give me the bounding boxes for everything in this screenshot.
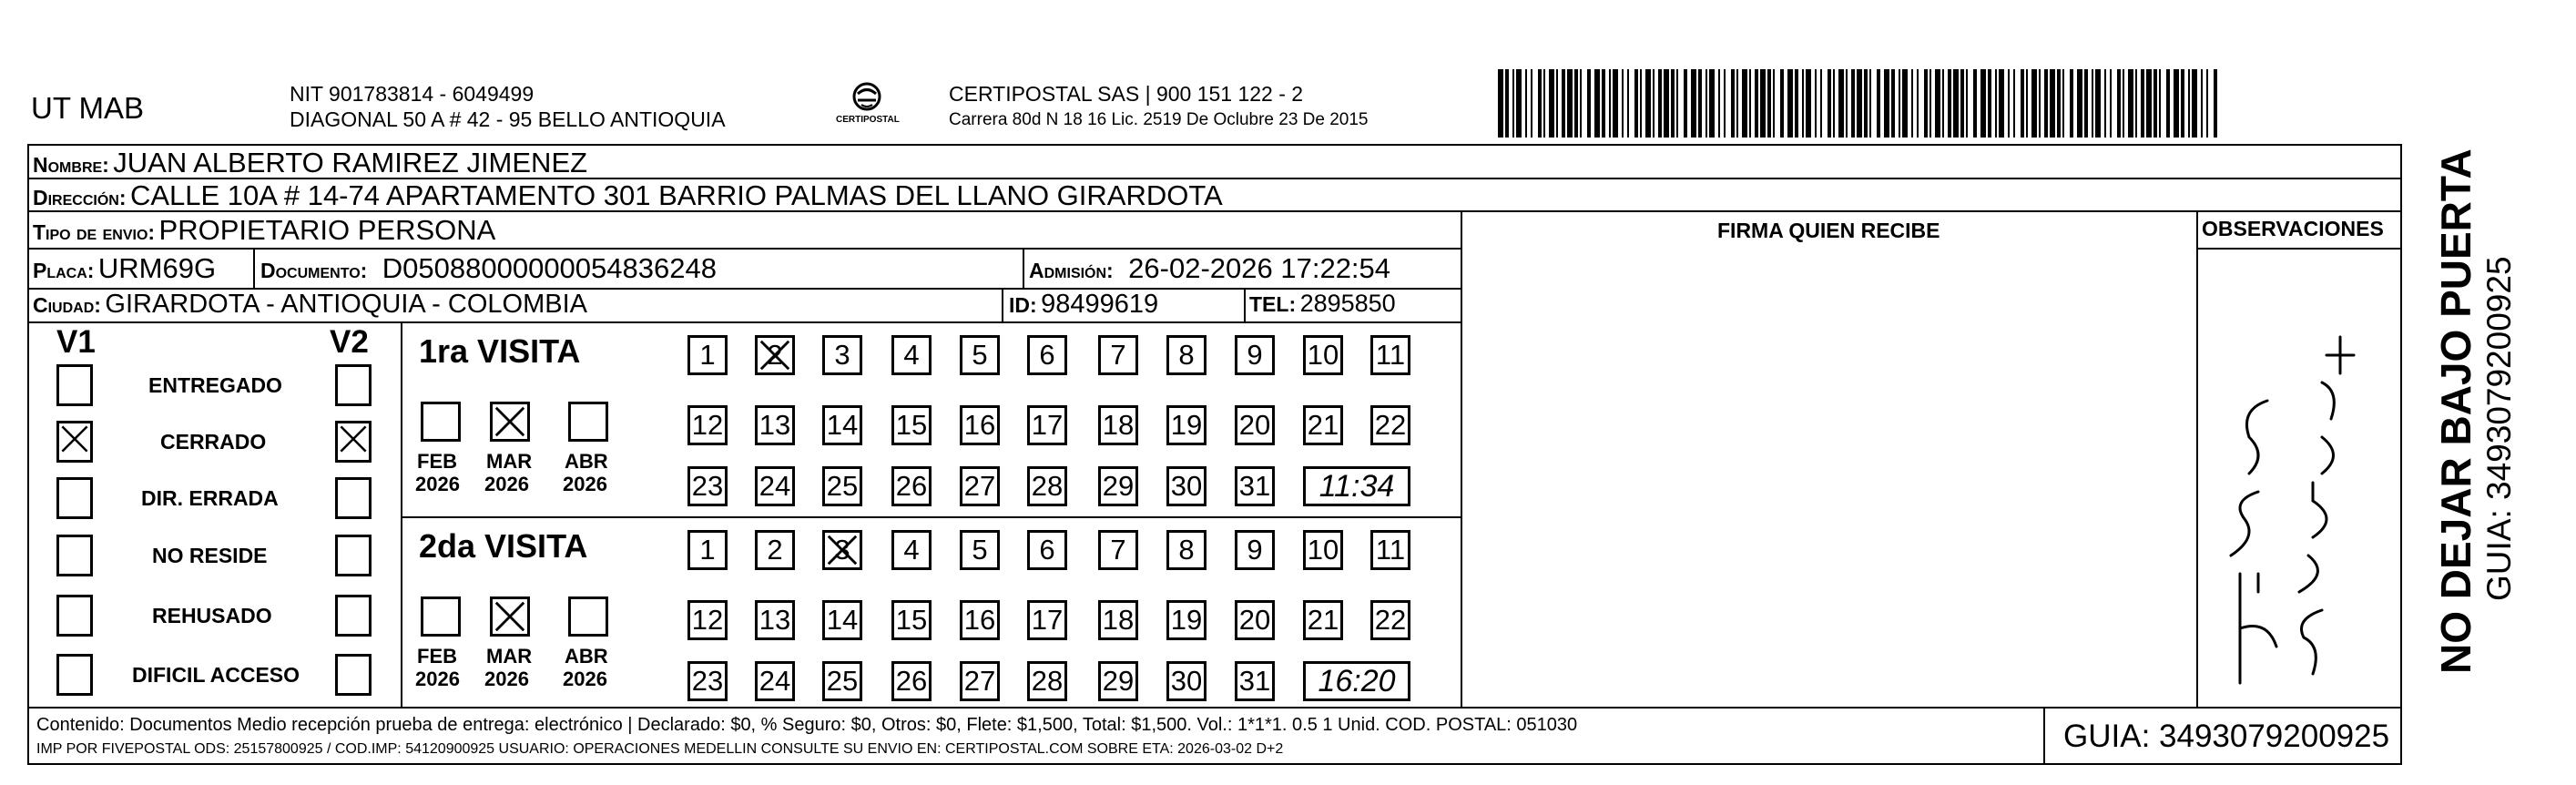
day-box[interactable]: 9 (1235, 335, 1275, 375)
placa-label: Placa: (33, 259, 95, 282)
nombre-label: Nombre: (33, 153, 109, 177)
day-box[interactable]: 13 (755, 600, 795, 640)
day-box[interactable]: 28 (1027, 661, 1067, 701)
day-box[interactable]: 20 (1235, 600, 1275, 640)
day-box[interactable]: 7 (1098, 335, 1138, 375)
day-box[interactable]: 26 (891, 661, 932, 701)
firma-label: FIRMA QUIEN RECIBE (1717, 219, 1940, 242)
v2-label: V2 (330, 324, 369, 360)
day-box[interactable]: 6 (1027, 530, 1067, 570)
nit-line: NIT 901783814 - 6049499 (290, 82, 535, 106)
barcode (1498, 69, 2221, 138)
v2-checkbox[interactable] (335, 477, 372, 519)
day-box[interactable]: 31 (1235, 661, 1275, 701)
tel-row (1249, 291, 1396, 316)
month-year: 2026 (563, 668, 607, 690)
status-label: DIFICIL ACCESO (132, 663, 300, 687)
month-label: MAR (486, 450, 533, 473)
day-box[interactable]: 22 (1370, 405, 1410, 445)
documento-label: Documento: (260, 259, 368, 282)
month-checkbox[interactable] (568, 402, 608, 442)
admision-label: Admisión: (1029, 259, 1114, 282)
month-year: 2026 (415, 473, 460, 495)
admision-value: 26-02-2026 17:22:54 (1128, 252, 1391, 284)
v1-checkbox[interactable] (56, 595, 93, 637)
day-box[interactable]: 11 (1370, 530, 1410, 570)
visit-time[interactable]: 16:20 (1303, 661, 1410, 701)
ciudad-row (33, 291, 587, 318)
month-checkbox[interactable] (490, 402, 530, 442)
v2-checkbox[interactable] (335, 421, 372, 463)
status-label: ENTREGADO (148, 373, 282, 397)
carrier-line: CERTIPOSTAL SAS | 900 151 122 - 2 (949, 82, 1304, 106)
month-checkbox[interactable] (421, 596, 461, 637)
day-box[interactable]: 5 (960, 335, 1000, 375)
day-box[interactable]: 18 (1098, 600, 1138, 640)
day-box[interactable]: 14 (822, 405, 862, 445)
day-box[interactable]: 12 (687, 600, 728, 640)
day-box[interactable]: 4 (891, 335, 932, 375)
tel-label: TEL: (1249, 292, 1297, 316)
v1-checkbox[interactable] (56, 535, 93, 576)
month-year: 2026 (415, 668, 460, 690)
day-box[interactable]: 14 (822, 600, 862, 640)
visit-title: 2da VISITA (419, 527, 588, 565)
month-label: FEB (417, 645, 457, 668)
day-box[interactable]: 10 (1303, 530, 1343, 570)
admision-row (1029, 254, 1390, 282)
month-label: ABR (565, 450, 608, 473)
imp-text: IMP POR FIVEPOSTAL ODS: 25157800925 / COD.IMP: 54120900925 USUARIO: OPERACIONES MEDELLIN CONSULTE SU ENVIO EN: CERTIPOSTAL.COM SOBRE ETA: 2026-03-02 D+2 (36, 741, 1284, 757)
id-row (1009, 291, 1158, 318)
status-label: REHUSADO (152, 604, 272, 627)
day-box[interactable]: 23 (687, 661, 728, 701)
month-checkbox[interactable] (490, 596, 530, 637)
day-box[interactable]: 2 (755, 335, 795, 375)
day-box[interactable]: 26 (891, 466, 932, 506)
direccion-row (33, 181, 1223, 209)
tipo-label: Tipo de envio: (33, 220, 156, 244)
nombre-value: JUAN ALBERTO RAMIREZ JIMENEZ (113, 147, 588, 178)
day-box[interactable]: 8 (1166, 530, 1207, 570)
day-box[interactable]: 2 (755, 530, 795, 570)
contenido-text: Contenido: Documentos Medio recepción prueba de entrega: electrónico | Declarado: $0, % Seguro: $0, Otros: $0, Flete: $1,500, Total: $1,500. Vol.: 1*1*1. 0.5 1 Unid. COD. POSTAL: 051030 (36, 715, 1578, 735)
month-year: 2026 (563, 473, 607, 495)
day-box[interactable]: 16 (960, 600, 1000, 640)
day-box[interactable]: 21 (1303, 405, 1343, 445)
id-value: 98499619 (1041, 290, 1159, 319)
placa-row (33, 254, 216, 282)
ciudad-label: Ciudad: (33, 293, 101, 317)
certipostal-logo (830, 78, 903, 135)
month-year: 2026 (484, 668, 529, 690)
day-box[interactable]: 6 (1027, 335, 1067, 375)
status-label: CERRADO (160, 430, 267, 454)
visit-time[interactable]: 11:34 (1303, 466, 1410, 506)
license-line: Carrera 80d N 18 16 Lic. 2519 De Oclubre 23 De 2015 (949, 110, 1369, 129)
documento-value: D05088000000054836248 (382, 252, 717, 284)
day-box[interactable]: 22 (1370, 600, 1410, 640)
day-box[interactable]: 1 (687, 335, 728, 375)
status-label: NO RESIDE (152, 544, 268, 567)
company-name: UT MAB (31, 91, 145, 125)
day-box[interactable]: 5 (960, 530, 1000, 570)
day-box[interactable]: 25 (822, 661, 862, 701)
placa-value: URM69G (97, 252, 217, 284)
day-box[interactable]: 1 (687, 530, 728, 570)
day-box[interactable]: 24 (755, 661, 795, 701)
day-box[interactable]: 3 (822, 335, 862, 375)
v1-checkbox[interactable] (56, 477, 93, 519)
day-box[interactable]: 30 (1166, 661, 1207, 701)
day-box[interactable]: 3 (822, 530, 862, 570)
v1-checkbox[interactable] (56, 364, 93, 406)
logo-text: CERTIPOSTAL (836, 115, 900, 125)
address-line: DIAGONAL 50 A # 42 - 95 BELLO ANTIOQUIA (290, 107, 726, 131)
side-guia-text: GUIA: 3493079200925 (2480, 256, 2518, 601)
day-box[interactable]: 24 (755, 466, 795, 506)
day-box[interactable]: 29 (1098, 661, 1138, 701)
day-box[interactable]: 7 (1098, 530, 1138, 570)
day-box[interactable]: 21 (1303, 600, 1343, 640)
day-box[interactable]: 25 (822, 466, 862, 506)
day-box[interactable]: 27 (960, 466, 1000, 506)
day-box[interactable]: 23 (687, 466, 728, 506)
day-box[interactable]: 16 (960, 405, 1000, 445)
month-label: ABR (565, 645, 608, 668)
v1-label: V1 (56, 324, 96, 360)
day-box[interactable]: 10 (1303, 335, 1343, 375)
month-year: 2026 (484, 473, 529, 495)
tel-value: 2895850 (1299, 290, 1396, 317)
v1-checkbox[interactable] (56, 654, 93, 696)
day-box[interactable]: 9 (1235, 530, 1275, 570)
v1-checkbox[interactable] (56, 421, 93, 463)
id-label: ID: (1009, 293, 1037, 317)
day-box[interactable]: 4 (891, 530, 932, 570)
handwritten-observaciones (2204, 301, 2395, 701)
tipo-row (33, 216, 495, 244)
day-box[interactable]: 8 (1166, 335, 1207, 375)
month-label: FEB (417, 450, 457, 473)
month-label: MAR (486, 645, 533, 668)
observaciones-label: OBSERVACIONES (2202, 217, 2384, 240)
v2-checkbox[interactable] (335, 535, 372, 576)
nombre-row (33, 148, 587, 177)
day-box[interactable]: 11 (1370, 335, 1410, 375)
day-box[interactable]: 12 (687, 405, 728, 445)
month-checkbox[interactable] (568, 596, 608, 637)
direccion-value: CALLE 10A # 14-74 APARTAMENTO 301 BARRIO PALMAS DEL LLANO GIRARDOTA (129, 179, 1223, 211)
day-box[interactable]: 17 (1027, 600, 1067, 640)
visit-title: 1ra VISITA (419, 332, 581, 370)
v2-checkbox[interactable] (335, 595, 372, 637)
v2-checkbox[interactable] (335, 654, 372, 696)
day-box[interactable]: 17 (1027, 405, 1067, 445)
day-box[interactable]: 19 (1166, 405, 1207, 445)
day-box[interactable]: 15 (891, 405, 932, 445)
status-label: DIR. ERRADA (141, 486, 279, 510)
day-box[interactable]: 31 (1235, 466, 1275, 506)
day-box[interactable]: 27 (960, 661, 1000, 701)
day-box[interactable]: 15 (891, 600, 932, 640)
direccion-label: Dirección: (33, 186, 127, 209)
day-box[interactable]: 18 (1098, 405, 1138, 445)
no-dejar-text: NO DEJAR BAJO PUERTA (2432, 148, 2479, 674)
day-box[interactable]: 19 (1166, 600, 1207, 640)
ciudad-value: GIRARDOTA - ANTIOQUIA - COLOMBIA (105, 290, 587, 319)
footer-guia: GUIA: 3493079200925 (2063, 719, 2390, 754)
v2-checkbox[interactable] (335, 364, 372, 406)
day-box[interactable]: 30 (1166, 466, 1207, 506)
day-box[interactable]: 13 (755, 405, 795, 445)
day-box[interactable]: 29 (1098, 466, 1138, 506)
month-checkbox[interactable] (421, 402, 461, 442)
day-box[interactable]: 20 (1235, 405, 1275, 445)
tipo-value: PROPIETARIO PERSONA (158, 214, 496, 246)
documento-row (260, 254, 717, 282)
day-box[interactable]: 28 (1027, 466, 1067, 506)
